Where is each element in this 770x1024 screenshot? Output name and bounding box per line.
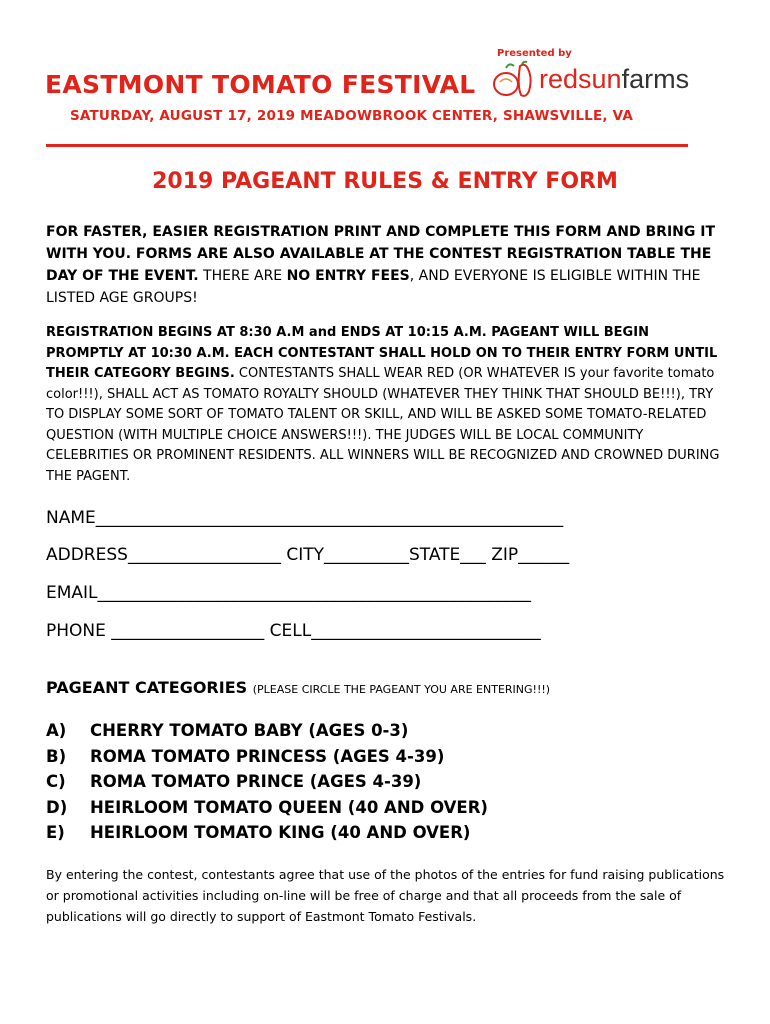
category-letter: C): [46, 772, 66, 791]
category-item[interactable]: [46, 769, 488, 795]
sponsor-logo: [492, 60, 702, 100]
rules-normal: CONTESTANTS SHALL WEAR RED (OR WHATEVER IS your favorite tomato color!!!), SHALL ACT AS TOMATO ROYALTY SHOULD (WHATEVER THEY THINK THAT SHOULD BE!!!), TRY TO DISPLAY SOME SORT OF TOMATO TALENT OR SKILL, AND WILL BE ASKED SOME TOMATO-RELATED QUESTION (WITH MULTIPLE CHOICE ANSWERS!!!). THE JUDGES WILL BE LOCAL COMMUNITY CELEBRITIES OR PROMINENT RESIDENTS. ALL WINNERS WILL BE RECOGNIZED AND CROWNED DURING THE PAGENT.: [46, 366, 720, 484]
category-letter: D): [46, 797, 68, 817]
intro-bold-1: FOR FASTER, EASIER REGISTRATION PRINT AND COMPLETE THIS FORM AND BRING IT WITH YOU. FORMS ARE ALSO AVAILABLE AT THE CONTEST REGISTRATION TABLE THE DAY OF THE EVENT.: [46, 224, 716, 284]
category-label: HEIRLOOM TOMATO KING (40 AND OVER): [90, 823, 471, 842]
consent-footer: By entering the contest, contestants agree that use of the photos of the entries for fund raising publications or promotional activities including on-line will be free of charge and that all proceeds from the sale of publications will go directly to support of Eastmont Tomato Festivals.: [46, 867, 725, 924]
intro-bold-2: NO ENTRY FEES: [286, 268, 410, 284]
category-letter: A): [46, 721, 67, 740]
sponsor-logo-part1: redsun: [539, 64, 622, 94]
address-city-state-zip-field[interactable]: ADDRESS__________________ CITY__________STATE___ ZIP______: [46, 545, 570, 565]
presented-by: Presented by: [497, 48, 572, 59]
header-divider: [46, 144, 688, 147]
categories-header: [46, 678, 550, 697]
category-item[interactable]: [46, 744, 488, 770]
sponsor-logo-part2: farms: [621, 64, 690, 94]
festival-title: EASTMONT TOMATO FESTIVAL: [45, 70, 476, 99]
email-field[interactable]: EMAIL___________________________________________________: [46, 583, 532, 603]
sponsor-logo-text: [539, 64, 689, 95]
categories-list: [46, 718, 488, 846]
intro-normal-2: , AND EVERYONE IS ELIGIBLE WITHIN THE LISTED AGE GROUPS!: [46, 268, 701, 306]
category-item[interactable]: [46, 820, 488, 846]
rules-paragraph: [46, 323, 726, 487]
categories-title: PAGEANT CATEGORIES: [46, 678, 248, 697]
category-label: CHERRY TOMATO BABY (AGES 0-3): [90, 721, 409, 740]
phone-cell-field[interactable]: PHONE __________________ CELL___________________________: [46, 621, 541, 641]
tomato-pepper-icon: [492, 60, 538, 100]
category-label: ROMA TOMATO PRINCESS (AGES 4-39): [90, 746, 445, 766]
category-letter: E): [46, 823, 65, 842]
category-item[interactable]: [46, 718, 488, 744]
event-details: SATURDAY, AUGUST 17, 2019 MEADOWBROOK CENTER, SHAWSVILLE, VA: [70, 108, 633, 124]
categories-note: (PLEASE CIRCLE THE PAGEANT YOU ARE ENTERING!!!): [252, 683, 551, 696]
form-title: 2019 PAGEANT RULES & ENTRY FORM: [152, 169, 618, 194]
intro-paragraph: [46, 221, 726, 309]
category-letter: B): [46, 746, 67, 766]
category-item[interactable]: [46, 795, 488, 821]
category-label: ROMA TOMATO PRINCE (AGES 4-39): [90, 772, 422, 791]
category-label: HEIRLOOM TOMATO QUEEN (40 AND OVER): [90, 797, 488, 817]
name-field[interactable]: NAME_______________________________________________________: [46, 508, 564, 528]
intro-normal-1: THERE ARE: [198, 268, 287, 284]
rules-bold: REGISTRATION BEGINS AT 8:30 A.M and ENDS AT 10:15 A.M. PAGEANT WILL BEGIN PROMPTLY AT 10:30 A.M. EACH CONTESTANT SHALL HOLD ON TO THEIR ENTRY FORM UNTIL THEIR CATEGORY BEGINS.: [46, 325, 718, 381]
